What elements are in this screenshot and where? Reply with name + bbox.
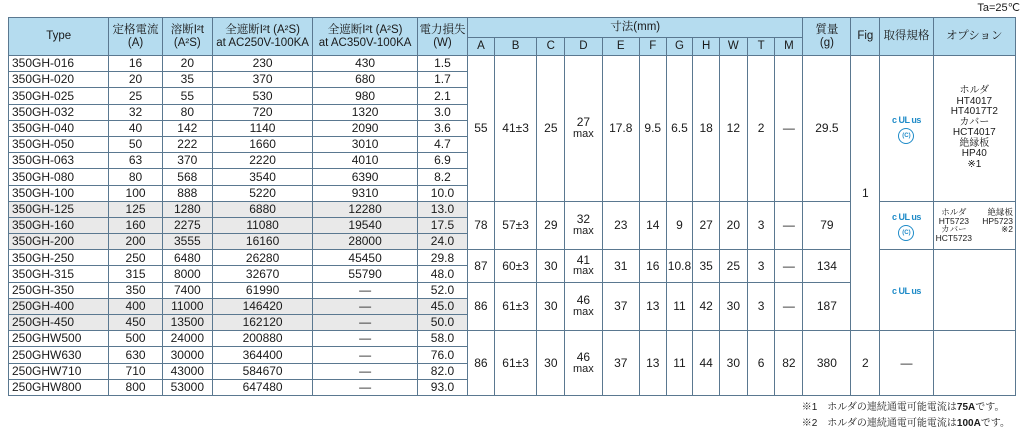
dim-e-cell: 23 xyxy=(602,201,639,250)
mass-cell: 79 xyxy=(803,201,851,250)
i2t-cell: 13500 xyxy=(162,315,212,331)
total-i2t-350-cell: 45450 xyxy=(313,250,418,266)
dim-m-cell: — xyxy=(775,282,803,331)
options-cell xyxy=(933,201,1015,250)
rated-current-cell: 16 xyxy=(109,56,162,72)
fig-cell: 2 xyxy=(851,331,880,396)
header-dim-m: M xyxy=(775,38,803,56)
total-i2t-350-cell: — xyxy=(313,282,418,298)
standards-cell xyxy=(880,56,933,202)
options-cell xyxy=(933,56,1015,202)
dim-b-cell: 57±3 xyxy=(494,201,537,250)
power-loss-cell: 52.0 xyxy=(417,282,467,298)
total-i2t-250-cell: 146420 xyxy=(212,298,312,314)
type-cell: 250GH-450 xyxy=(9,315,109,331)
header-dim-w: W xyxy=(719,38,747,56)
rated-current-cell: 250 xyxy=(109,250,162,266)
option-line: ※2 xyxy=(1001,224,1013,235)
rated-current-cell: 800 xyxy=(109,379,162,395)
dim-t-cell: 3 xyxy=(747,250,775,282)
dim-c-cell: 30 xyxy=(537,331,565,396)
dim-d-cell xyxy=(565,331,602,396)
total-i2t-250-cell: 1660 xyxy=(212,136,312,152)
dim-d-cell xyxy=(565,56,602,202)
header-mass: 質量 (g) xyxy=(803,18,851,56)
total-i2t-350-cell: 6390 xyxy=(313,169,418,185)
power-loss-cell: 58.0 xyxy=(417,331,467,347)
dim-b-cell: 61±3 xyxy=(494,331,537,396)
type-cell: 250GHW630 xyxy=(9,347,109,363)
total-i2t-250-cell: 16160 xyxy=(212,234,312,250)
footnotes xyxy=(802,400,1010,432)
dim-b-cell: 61±3 xyxy=(494,282,537,331)
dim-e-cell: 37 xyxy=(602,282,639,331)
fuse-spec-table xyxy=(8,17,1016,396)
dim-d-cell xyxy=(565,282,602,331)
total-i2t-250-cell: 11080 xyxy=(212,217,312,233)
dim-d-value: 46 xyxy=(576,293,591,308)
option-line: 絶縁板 xyxy=(987,206,1013,217)
total-i2t-250-cell: 584670 xyxy=(212,363,312,379)
type-cell: 350GH-100 xyxy=(9,185,109,201)
footnote-1: ※1 ホルダの連続通電可能電流は75Aです。 xyxy=(801,402,1005,413)
total-i2t-250-cell: 647480 xyxy=(212,379,312,395)
header-standards: 取得規格 xyxy=(880,18,933,56)
dim-h-cell: 18 xyxy=(693,56,720,202)
total-i2t-350-cell: — xyxy=(313,347,418,363)
i2t-cell: 24000 xyxy=(162,331,212,347)
rated-current-cell: 63 xyxy=(109,153,162,169)
dim-f-cell: 9.5 xyxy=(639,56,666,202)
type-cell: 350GH-050 xyxy=(9,136,109,152)
dim-f-cell: 13 xyxy=(639,282,666,331)
total-i2t-250-cell: 364400 xyxy=(212,347,312,363)
i2t-cell: 568 xyxy=(162,169,212,185)
rated-current-cell: 400 xyxy=(109,298,162,314)
dim-m-cell: 82 xyxy=(775,331,803,396)
rated-current-cell: 160 xyxy=(109,217,162,233)
standards-cell xyxy=(880,250,933,331)
footnote-2: ※2 ホルダの連続通電可能電流は100Aです。 xyxy=(801,418,1010,429)
rated-current-cell: 32 xyxy=(109,104,162,120)
mass-cell: 187 xyxy=(803,282,851,331)
i2t-cell: 6480 xyxy=(162,250,212,266)
power-loss-cell: 2.1 xyxy=(417,88,467,104)
i2t-cell: 55 xyxy=(162,88,212,104)
i2t-cell: 53000 xyxy=(162,379,212,395)
dim-g-cell: 6.5 xyxy=(666,56,693,202)
type-cell: 350GH-040 xyxy=(9,120,109,136)
ul-certification-icon: c UL us xyxy=(892,211,921,222)
power-loss-cell: 3.6 xyxy=(417,120,467,136)
total-i2t-350-cell: 430 xyxy=(313,56,418,72)
total-i2t-250-cell: 720 xyxy=(212,104,312,120)
total-i2t-350-cell: 3010 xyxy=(313,136,418,152)
rated-current-cell: 80 xyxy=(109,169,162,185)
total-i2t-250-cell: 200880 xyxy=(212,331,312,347)
total-i2t-250-cell: 5220 xyxy=(212,185,312,201)
power-loss-cell: 13.0 xyxy=(417,201,467,217)
option-line: HT4017T2 xyxy=(950,106,998,118)
dim-a-cell: 86 xyxy=(468,282,495,331)
dim-d-max: max xyxy=(572,224,594,237)
power-loss-cell: 50.0 xyxy=(417,315,467,331)
dim-d-max: max xyxy=(572,305,594,318)
power-loss-cell: 45.0 xyxy=(417,298,467,314)
header-fig: Fig xyxy=(851,18,880,56)
header-dim-g: G xyxy=(666,38,693,56)
dim-e-cell: 31 xyxy=(602,250,639,282)
rated-current-cell: 500 xyxy=(109,331,162,347)
rated-current-cell: 630 xyxy=(109,347,162,363)
i2t-cell: 43000 xyxy=(162,363,212,379)
header-dim-e: E xyxy=(602,38,639,56)
power-loss-cell: 4.7 xyxy=(417,136,467,152)
dim-e-cell: 37 xyxy=(602,331,639,396)
dim-d-max: max xyxy=(572,362,594,375)
option-line: HP40 xyxy=(961,148,987,160)
type-cell: 350GH-250 xyxy=(9,250,109,266)
i2t-cell: 8000 xyxy=(162,266,212,282)
dim-w-cell: 30 xyxy=(719,331,747,396)
dim-h-cell: 35 xyxy=(693,250,720,282)
header-options: オプション xyxy=(933,18,1015,56)
i2t-cell: 370 xyxy=(162,153,212,169)
dim-c-cell: 29 xyxy=(537,201,565,250)
mass-cell: 29.5 xyxy=(803,56,851,202)
power-loss-cell: 29.8 xyxy=(417,250,467,266)
dim-f-cell: 14 xyxy=(639,201,666,250)
rated-current-cell: 40 xyxy=(109,120,162,136)
total-i2t-250-cell: 230 xyxy=(212,56,312,72)
dim-d-value: 32 xyxy=(576,212,591,227)
dim-d-value: 27 xyxy=(576,115,591,130)
standards-cell xyxy=(880,201,933,250)
type-cell: 350GH-080 xyxy=(9,169,109,185)
type-cell: 350GH-025 xyxy=(9,88,109,104)
header-total-i2t-250: 全遮断I²t (A²S) at AC250V-100KA xyxy=(212,18,312,56)
dim-t-cell: 3 xyxy=(747,282,775,331)
rated-current-cell: 50 xyxy=(109,136,162,152)
type-cell: 350GH-160 xyxy=(9,217,109,233)
option-line: HT4017 xyxy=(956,95,993,107)
dim-m-cell: — xyxy=(775,250,803,282)
power-loss-cell: 17.5 xyxy=(417,217,467,233)
header-dim-h: H xyxy=(693,38,720,56)
header-dim-f: F xyxy=(639,38,666,56)
dim-w-cell: 30 xyxy=(719,282,747,331)
total-i2t-350-cell: 4010 xyxy=(313,153,418,169)
total-i2t-350-cell: — xyxy=(313,298,418,314)
dim-w-cell: 20 xyxy=(719,201,747,250)
i2t-cell: 20 xyxy=(162,56,212,72)
total-i2t-350-cell: 1320 xyxy=(313,104,418,120)
dim-h-cell: 44 xyxy=(693,331,720,396)
dim-c-cell: 25 xyxy=(537,56,565,202)
option-line: HCT4017 xyxy=(952,127,996,139)
option-line: HT5723 xyxy=(938,215,969,226)
table-row xyxy=(9,331,1016,347)
total-i2t-350-cell: 2090 xyxy=(313,120,418,136)
options-cell xyxy=(933,331,1015,396)
rated-current-cell: 200 xyxy=(109,234,162,250)
table-row xyxy=(9,56,1016,72)
total-i2t-350-cell: 9310 xyxy=(313,185,418,201)
total-i2t-250-cell: 162120 xyxy=(212,315,312,331)
total-i2t-250-cell: 370 xyxy=(212,72,312,88)
power-loss-cell: 8.2 xyxy=(417,169,467,185)
dim-c-cell: 30 xyxy=(537,282,565,331)
power-loss-cell: 24.0 xyxy=(417,234,467,250)
header-dim-d: D xyxy=(565,38,602,56)
header-type: Type xyxy=(9,18,109,56)
dim-d-value: 46 xyxy=(576,350,591,365)
mass-cell: 134 xyxy=(803,250,851,282)
standards-cell: — xyxy=(880,331,933,396)
power-loss-cell: 1.7 xyxy=(417,72,467,88)
total-i2t-250-cell: 1140 xyxy=(212,120,312,136)
power-loss-cell: 10.0 xyxy=(417,185,467,201)
type-cell: 350GH-200 xyxy=(9,234,109,250)
i2t-cell: 30000 xyxy=(162,347,212,363)
option-line: HP5723 xyxy=(982,215,1013,226)
total-i2t-250-cell: 32670 xyxy=(212,266,312,282)
type-cell: 250GH-350 xyxy=(9,282,109,298)
total-i2t-350-cell: 680 xyxy=(313,72,418,88)
header-dim-c: C xyxy=(537,38,565,56)
mass-cell: 380 xyxy=(803,331,851,396)
type-cell: 350GH-020 xyxy=(9,72,109,88)
power-loss-cell: 93.0 xyxy=(417,379,467,395)
dim-w-cell: 12 xyxy=(719,56,747,202)
header-total-i2t-350: 全遮断I²t (A²S) at AC350V-100KA xyxy=(313,18,418,56)
dim-e-cell: 17.8 xyxy=(602,56,639,202)
i2t-cell: 2275 xyxy=(162,217,212,233)
dim-d-max: max xyxy=(572,127,594,140)
option-line: ホルダ xyxy=(959,85,990,97)
type-cell: 350GH-016 xyxy=(9,56,109,72)
dim-g-cell: 9 xyxy=(666,201,693,250)
power-loss-cell: 6.9 xyxy=(417,153,467,169)
rated-current-cell: 350 xyxy=(109,282,162,298)
total-i2t-350-cell: 28000 xyxy=(313,234,418,250)
type-cell: 250GHW800 xyxy=(9,379,109,395)
header-power-loss: 電力損失 (W) xyxy=(417,18,467,56)
header-rated-current: 定格電流 (A) xyxy=(109,18,162,56)
total-i2t-350-cell: 19540 xyxy=(313,217,418,233)
dim-b-cell: 60±3 xyxy=(494,250,537,282)
dim-f-cell: 13 xyxy=(639,331,666,396)
rated-current-cell: 125 xyxy=(109,201,162,217)
i2t-cell: 80 xyxy=(162,104,212,120)
total-i2t-350-cell: — xyxy=(313,331,418,347)
rated-current-cell: 20 xyxy=(109,72,162,88)
dim-a-cell: 86 xyxy=(468,331,495,396)
total-i2t-350-cell: 12280 xyxy=(313,201,418,217)
header-i2t: 溶断I²t (A²S) xyxy=(162,18,212,56)
type-cell: 350GH-032 xyxy=(9,104,109,120)
dim-d-value: 41 xyxy=(576,252,591,267)
csa-certification-icon: (C) xyxy=(898,128,914,144)
total-i2t-350-cell: — xyxy=(313,379,418,395)
type-cell: 250GHW710 xyxy=(9,363,109,379)
type-cell: 350GH-315 xyxy=(9,266,109,282)
total-i2t-250-cell: 6880 xyxy=(212,201,312,217)
option-line: 絶縁板 xyxy=(959,137,990,149)
total-i2t-250-cell: 61990 xyxy=(212,282,312,298)
type-cell: 250GHW500 xyxy=(9,331,109,347)
type-cell: 350GH-063 xyxy=(9,153,109,169)
i2t-cell: 1280 xyxy=(162,201,212,217)
dim-t-cell: 6 xyxy=(747,331,775,396)
options-cell xyxy=(933,250,1015,331)
rated-current-cell: 450 xyxy=(109,315,162,331)
dim-c-cell: 30 xyxy=(537,250,565,282)
power-loss-cell: 82.0 xyxy=(417,363,467,379)
dim-h-cell: 27 xyxy=(693,201,720,250)
dim-g-cell: 10.8 xyxy=(666,250,693,282)
power-loss-cell: 48.0 xyxy=(417,266,467,282)
option-line: カバー xyxy=(959,116,990,128)
total-i2t-250-cell: 26280 xyxy=(212,250,312,266)
dim-d-cell xyxy=(565,201,602,250)
dim-a-cell: 78 xyxy=(468,201,495,250)
total-i2t-250-cell: 530 xyxy=(212,88,312,104)
type-cell: 250GH-400 xyxy=(9,298,109,314)
option-line: カバー xyxy=(941,224,967,235)
dim-f-cell: 16 xyxy=(639,250,666,282)
power-loss-cell: 1.5 xyxy=(417,56,467,72)
i2t-cell: 222 xyxy=(162,136,212,152)
ambient-temperature: Ta=25℃ xyxy=(977,2,1020,14)
ul-certification-icon: c UL us xyxy=(892,285,921,296)
fig-cell: 1 xyxy=(851,56,880,331)
dim-h-cell: 42 xyxy=(693,282,720,331)
dim-m-cell: — xyxy=(775,201,803,250)
i2t-cell: 888 xyxy=(162,185,212,201)
header-dim-b: B xyxy=(494,38,537,56)
header-dimensions: 寸法(mm) xyxy=(468,18,803,38)
total-i2t-250-cell: 2220 xyxy=(212,153,312,169)
csa-certification-icon: (C) xyxy=(898,225,914,241)
total-i2t-350-cell: — xyxy=(313,363,418,379)
power-loss-cell: 3.0 xyxy=(417,104,467,120)
type-cell: 350GH-125 xyxy=(9,201,109,217)
dim-m-cell: — xyxy=(775,56,803,202)
option-line: ホルダ xyxy=(941,206,967,217)
total-i2t-250-cell: 3540 xyxy=(212,169,312,185)
dim-d-cell xyxy=(565,250,602,282)
total-i2t-350-cell: 980 xyxy=(313,88,418,104)
i2t-cell: 11000 xyxy=(162,298,212,314)
total-i2t-350-cell: 55790 xyxy=(313,266,418,282)
header-dim-a: A xyxy=(468,38,495,56)
dim-a-cell: 87 xyxy=(468,250,495,282)
header-dim-t: T xyxy=(747,38,775,56)
ul-certification-icon: c UL us xyxy=(892,114,921,125)
option-line: ※1 xyxy=(967,158,982,170)
i2t-cell: 35 xyxy=(162,72,212,88)
rated-current-cell: 315 xyxy=(109,266,162,282)
dim-g-cell: 11 xyxy=(666,282,693,331)
rated-current-cell: 25 xyxy=(109,88,162,104)
dim-a-cell: 55 xyxy=(468,56,495,202)
dim-w-cell: 25 xyxy=(719,250,747,282)
rated-current-cell: 100 xyxy=(109,185,162,201)
total-i2t-350-cell: — xyxy=(313,315,418,331)
dim-t-cell: 2 xyxy=(747,56,775,202)
dim-g-cell: 11 xyxy=(666,331,693,396)
option-line: HCT5723 xyxy=(935,233,973,244)
i2t-cell: 7400 xyxy=(162,282,212,298)
dim-t-cell: 3 xyxy=(747,201,775,250)
i2t-cell: 3555 xyxy=(162,234,212,250)
dim-d-max: max xyxy=(572,265,594,278)
rated-current-cell: 710 xyxy=(109,363,162,379)
dim-b-cell: 41±3 xyxy=(494,56,537,202)
power-loss-cell: 76.0 xyxy=(417,347,467,363)
i2t-cell: 142 xyxy=(162,120,212,136)
